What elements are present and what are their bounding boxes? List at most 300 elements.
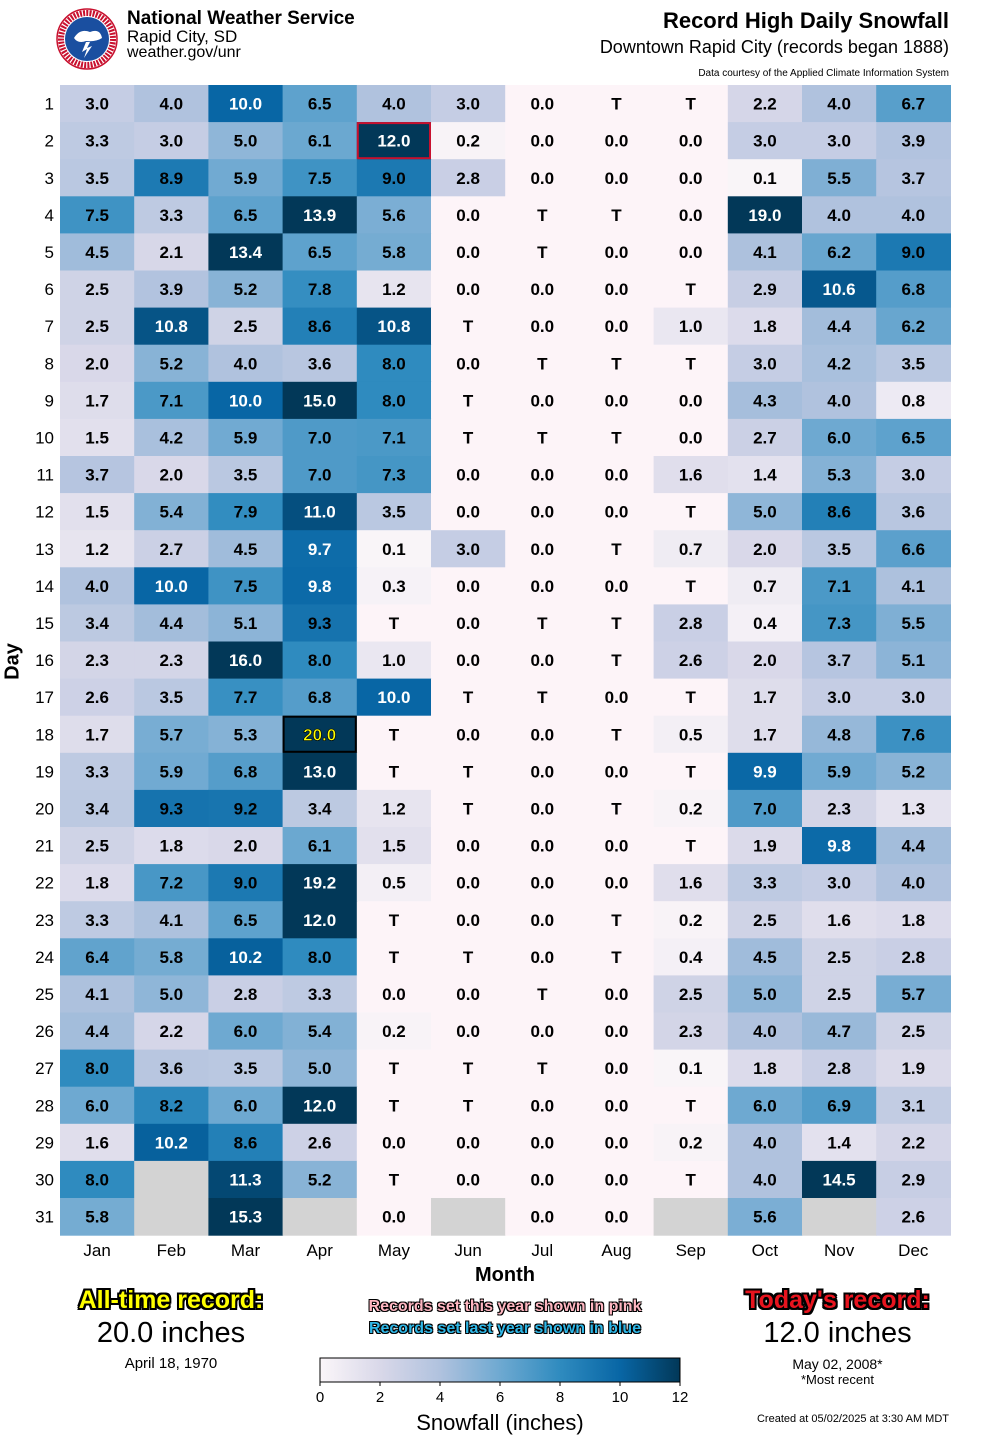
cell-value: 5.7 [901, 984, 926, 1004]
day-label: 30 [35, 1170, 54, 1190]
cell-value: 9.3 [159, 799, 184, 819]
cell-value: 13.9 [303, 205, 337, 225]
data-courtesy: Data courtesy of the Applied Climate Information System [698, 68, 949, 79]
cell-value: 0.0 [382, 1133, 406, 1153]
cell-value: 0.0 [530, 1096, 555, 1116]
cell-value: 9.8 [827, 836, 851, 856]
cell-value: 2.8 [901, 947, 926, 967]
heatmap-cell [431, 1198, 506, 1236]
cell-value: 5.3 [827, 465, 851, 485]
cell-value: 2.6 [901, 1207, 926, 1227]
cell-value: 0.0 [456, 613, 480, 633]
cell-value: T [685, 1096, 696, 1116]
cell-value: 13.4 [228, 242, 263, 262]
cell-value: 3.5 [901, 354, 926, 374]
cell-value: 5.7 [159, 725, 184, 745]
cell-value: 4.2 [159, 428, 184, 448]
cell-value: 0.3 [382, 576, 406, 596]
cell-value: 9.0 [901, 242, 926, 262]
cell-value: 7.1 [159, 391, 184, 411]
cell-value: 0.0 [604, 168, 629, 188]
colorbar-tick-label: 2 [375, 1389, 385, 1406]
cell-value: 3.6 [159, 1059, 184, 1079]
cell-value: 4.7 [827, 1022, 851, 1042]
cell-value: 2.5 [753, 910, 777, 930]
cell-value: 2.3 [827, 799, 851, 819]
cell-value: 7.1 [382, 428, 406, 448]
cell-value: 4.4 [159, 613, 184, 633]
cell-value: 3.3 [753, 873, 777, 893]
day-label: 27 [35, 1059, 54, 1079]
cell-value: T [611, 725, 622, 745]
cell-value: 10.8 [377, 317, 411, 337]
cell-value: 8.0 [382, 354, 406, 374]
cell-value: 7.1 [827, 576, 851, 596]
cell-value: 3.0 [753, 131, 777, 151]
cell-value: 3.7 [901, 168, 926, 188]
cell-value: T [537, 428, 548, 448]
cell-value: 1.0 [678, 317, 703, 337]
cell-value: 9.9 [753, 762, 777, 782]
cell-value: 1.7 [85, 725, 109, 745]
cell-value: 6.0 [85, 1096, 109, 1116]
cell-value: 1.4 [753, 465, 777, 485]
cell-value: 6.5 [307, 242, 332, 262]
cell-value: 1.2 [382, 799, 406, 819]
cell-value: 4.2 [827, 354, 851, 374]
colorbar-gradient [320, 1358, 680, 1382]
cell-value: 4.1 [85, 984, 109, 1004]
cell-value: 6.8 [307, 688, 332, 708]
month-label: May [377, 1241, 410, 1260]
cell-value: 0.0 [530, 502, 555, 522]
cell-value: 0.0 [530, 1207, 555, 1227]
cell-value: 0.0 [456, 205, 480, 225]
day-label: 13 [35, 539, 54, 559]
cell-value: 4.3 [753, 391, 777, 411]
cell-value: 6.8 [233, 762, 258, 782]
cell-value: 0.0 [456, 280, 480, 300]
cell-value: 0.0 [456, 836, 480, 856]
today-record-value: 12.0 inches [763, 1317, 912, 1349]
cell-value: 2.0 [233, 836, 258, 856]
cell-value: 3.6 [901, 502, 926, 522]
cell-value: 0.0 [604, 984, 629, 1004]
cell-value: 4.4 [85, 1022, 109, 1042]
heatmap-cell [134, 1161, 209, 1199]
cell-value: 0.0 [604, 1170, 629, 1190]
cell-value: 0.0 [530, 317, 555, 337]
month-label: Mar [230, 1241, 261, 1260]
day-label: 2 [44, 131, 54, 151]
day-label: 3 [44, 168, 54, 188]
day-label: 12 [35, 502, 54, 522]
cell-value: 12.0 [377, 131, 411, 151]
cell-value: 2.5 [85, 836, 109, 856]
cell-value: T [388, 1096, 400, 1116]
cell-value: 0.0 [530, 836, 555, 856]
cell-value: 1.3 [901, 799, 926, 819]
day-label: 7 [44, 317, 54, 337]
cell-value: T [685, 502, 696, 522]
cell-value: 0.0 [530, 391, 555, 411]
org-name: National Weather Service [127, 8, 355, 29]
pink-legend-note: Records set this year shown in pink [368, 1298, 642, 1315]
cell-value: 2.0 [753, 651, 777, 671]
cell-value: 4.0 [233, 354, 258, 374]
cell-value: 2.1 [159, 242, 184, 262]
cell-value: 2.5 [85, 280, 109, 300]
alltime-record-label: All-time record: [78, 1286, 264, 1314]
cell-value: T [388, 725, 400, 745]
cell-value: 0.8 [901, 391, 926, 411]
cell-value: T [685, 836, 696, 856]
cell-value: 2.0 [159, 465, 184, 485]
cell-value: 0.0 [604, 836, 629, 856]
colorbar-tick-label: 0 [315, 1389, 325, 1406]
cell-value: 0.0 [678, 168, 703, 188]
cell-value: 0.0 [604, 688, 629, 708]
alltime-record-value: 20.0 inches [96, 1317, 246, 1349]
cell-value: 3.0 [901, 688, 926, 708]
cell-value: 1.9 [753, 836, 777, 856]
cell-value: 9.8 [307, 576, 332, 596]
cell-value: 0.0 [530, 168, 555, 188]
cell-value: 19.2 [303, 873, 337, 893]
cell-value: 0.0 [678, 391, 703, 411]
cell-value: 3.9 [901, 131, 926, 151]
cell-value: 4.5 [233, 539, 258, 559]
cell-value: 1.6 [678, 873, 703, 893]
day-label: 11 [36, 465, 54, 485]
cell-value: 8.0 [307, 651, 332, 671]
cell-value: 2.7 [753, 428, 777, 448]
cell-value: 11.3 [229, 1170, 262, 1190]
cell-value: 14.5 [822, 1170, 856, 1190]
cell-value: 3.0 [901, 465, 926, 485]
cell-value: 4.0 [827, 205, 851, 225]
cell-value: T [611, 613, 622, 633]
cell-value: 10.2 [228, 947, 263, 967]
cell-value: 3.3 [159, 205, 184, 225]
cell-value: 8.6 [233, 1133, 258, 1153]
cell-value: 3.0 [753, 354, 777, 374]
cell-value: 1.6 [827, 910, 851, 930]
cell-value: 4.1 [753, 242, 777, 262]
cell-value: 3.3 [85, 910, 109, 930]
cell-value: 3.0 [159, 131, 184, 151]
cell-value: 0.0 [604, 1059, 629, 1079]
cell-value: 1.5 [382, 836, 406, 856]
cell-value: T [462, 391, 474, 411]
cell-value: 3.7 [827, 651, 851, 671]
y-axis-label: Day [1, 643, 24, 680]
day-label: 25 [35, 984, 54, 1004]
cell-value: 0.0 [604, 1022, 629, 1042]
cell-value: 4.0 [753, 1170, 777, 1190]
cell-value: 5.2 [159, 354, 184, 374]
cell-value: 7.3 [827, 613, 851, 633]
cell-value: 3.5 [827, 539, 851, 559]
cell-value: 0.0 [530, 539, 555, 559]
day-label: 19 [35, 762, 54, 782]
cell-value: T [388, 1059, 400, 1079]
cell-value: 4.4 [827, 317, 851, 337]
cell-value: 1.7 [753, 725, 777, 745]
cell-value: 5.0 [753, 984, 777, 1004]
cell-value: 6.8 [901, 280, 926, 300]
cell-value: 0.0 [604, 1096, 629, 1116]
cell-value: T [611, 651, 622, 671]
cell-value: 0.0 [456, 910, 480, 930]
cell-value: 4.0 [901, 873, 926, 893]
month-label: Feb [156, 1241, 186, 1260]
cell-value: 6.0 [753, 1096, 777, 1116]
cell-value: 0.0 [456, 576, 480, 596]
cell-value: 7.6 [901, 725, 926, 745]
cell-value: T [388, 762, 400, 782]
cell-value: 0.4 [753, 613, 777, 633]
cell-value: 0.0 [604, 873, 629, 893]
cell-value: 5.5 [827, 168, 851, 188]
cell-value: T [611, 94, 622, 114]
cell-value: 6.5 [307, 94, 332, 114]
day-label: 16 [35, 651, 54, 671]
cell-value: 10.0 [377, 688, 411, 708]
cell-value: 0.0 [604, 391, 629, 411]
cell-value: 5.2 [307, 1170, 332, 1190]
cell-value: 0.0 [530, 799, 555, 819]
cell-value: 0.1 [753, 168, 777, 188]
cell-value: 10.0 [154, 576, 188, 596]
cell-value: 9.0 [233, 873, 258, 893]
month-label: Dec [898, 1241, 929, 1260]
cell-value: T [685, 94, 696, 114]
cell-value: 3.0 [827, 688, 851, 708]
cell-value: 4.5 [85, 242, 109, 262]
cell-value: 0.0 [456, 242, 480, 262]
cell-value: 6.0 [233, 1022, 258, 1042]
cell-value: 2.7 [159, 539, 184, 559]
cell-value: 3.5 [233, 465, 258, 485]
created-timestamp: Created at 05/02/2025 at 3:30 AM MDT [756, 1413, 949, 1425]
cell-value: 15.3 [228, 1207, 263, 1227]
colorbar-tick-label: 8 [555, 1389, 565, 1406]
cell-value: 0.7 [678, 539, 703, 559]
cell-value: 5.1 [233, 613, 258, 633]
cell-value: 5.5 [901, 613, 926, 633]
cell-value: 4.0 [827, 391, 851, 411]
cell-value: T [388, 910, 400, 930]
day-label: 17 [35, 688, 54, 708]
cell-value: 4.0 [85, 576, 109, 596]
day-label: 5 [44, 242, 54, 262]
cell-value: 7.9 [233, 502, 258, 522]
cell-value: 0.0 [604, 242, 629, 262]
cell-value: 5.9 [827, 762, 851, 782]
cell-value: 0.0 [530, 131, 555, 151]
cell-value: 12.0 [303, 1096, 337, 1116]
day-label: 1 [44, 94, 54, 114]
cell-value: 3.4 [85, 613, 109, 633]
cell-value: 6.2 [827, 242, 851, 262]
cell-value: 4.0 [753, 1133, 777, 1153]
x-axis-label: Month [475, 1264, 535, 1286]
cell-value: 3.0 [827, 873, 851, 893]
cell-value: 2.8 [678, 613, 703, 633]
cell-value: T [462, 1059, 474, 1079]
cell-value: 3.5 [159, 688, 184, 708]
cell-value: T [462, 428, 474, 448]
day-label: 28 [35, 1096, 54, 1116]
cell-value: 5.1 [901, 651, 926, 671]
cell-value: 5.6 [753, 1207, 777, 1227]
cell-value: 6.0 [827, 428, 851, 448]
day-label: 31 [35, 1207, 54, 1227]
cell-value: 0.0 [604, 762, 629, 782]
cell-value: 7.8 [307, 280, 332, 300]
cell-value: 2.8 [827, 1059, 851, 1079]
cell-value: 2.6 [307, 1133, 332, 1153]
cell-value: 0.0 [456, 984, 480, 1004]
cell-value: 0.0 [530, 762, 555, 782]
month-label: Oct [751, 1241, 779, 1260]
cell-value: 7.0 [307, 465, 332, 485]
cell-value: T [388, 613, 400, 633]
cell-value: T [611, 539, 622, 559]
cell-value: 5.8 [85, 1207, 109, 1227]
cell-value: 1.8 [901, 910, 926, 930]
cell-value: 9.2 [233, 799, 258, 819]
cell-value: 3.4 [85, 799, 109, 819]
cell-value: 0.0 [456, 725, 480, 745]
today-record-note: *Most recent [801, 1372, 874, 1387]
cell-value: 5.4 [159, 502, 184, 522]
today-record-label: Today's record: [745, 1286, 930, 1314]
cell-value: 2.9 [901, 1170, 926, 1190]
cell-value: 3.3 [85, 131, 109, 151]
cell-value: 3.0 [456, 539, 480, 559]
day-label: 26 [35, 1022, 54, 1042]
day-label: 15 [35, 613, 54, 633]
month-label: Jul [531, 1241, 554, 1260]
cell-value: 4.5 [753, 947, 777, 967]
cell-value: 10.2 [154, 1133, 188, 1153]
cell-value: T [462, 317, 474, 337]
cell-value: 2.5 [678, 984, 703, 1004]
cell-value: 0.0 [530, 465, 555, 485]
cell-value: 0.0 [678, 205, 703, 225]
cell-value: 3.1 [901, 1096, 926, 1116]
heatmap-cell [802, 1198, 877, 1236]
cell-value: 4.0 [753, 1022, 777, 1042]
cell-value: 0.0 [456, 1170, 480, 1190]
cell-value: 1.2 [85, 539, 109, 559]
cell-value: 3.4 [307, 799, 332, 819]
alltime-record-date: April 18, 1970 [124, 1355, 218, 1372]
blue-legend-note: Records set last year shown in blue [368, 1320, 642, 1337]
cell-value: 5.8 [159, 947, 184, 967]
cell-value: 0.7 [753, 576, 777, 596]
cell-value: 3.5 [382, 502, 406, 522]
cell-value: 0.0 [678, 428, 703, 448]
heatmap-cell [283, 1198, 358, 1236]
cell-value: 1.8 [753, 1059, 777, 1079]
cell-value: 3.3 [85, 762, 109, 782]
cell-value: 0.0 [456, 1133, 480, 1153]
cell-value: 3.6 [307, 354, 332, 374]
cell-value: 0.0 [604, 1207, 629, 1227]
day-label: 23 [35, 910, 54, 930]
cell-value: 2.8 [456, 168, 480, 188]
cell-value: 2.2 [159, 1022, 184, 1042]
cell-value: 0.0 [604, 1133, 629, 1153]
chart-title: Record High Daily Snowfall [662, 8, 949, 33]
day-label: 6 [44, 280, 54, 300]
cell-value: 1.7 [85, 391, 109, 411]
cell-value: 5.9 [233, 428, 258, 448]
cell-value: T [685, 354, 696, 374]
org-url: weather.gov/unr [127, 44, 241, 61]
cell-value: 1.7 [753, 688, 777, 708]
cell-value: 0.2 [456, 131, 480, 151]
cell-value: 7.0 [307, 428, 332, 448]
day-label: 10 [35, 428, 54, 448]
day-label: 9 [44, 391, 54, 411]
month-label: Aug [601, 1241, 632, 1260]
cell-value: 0.0 [456, 502, 480, 522]
cell-value: 0.0 [530, 1170, 555, 1190]
cell-value: 2.5 [85, 317, 109, 337]
cell-value: 8.9 [159, 168, 184, 188]
cell-value: T [462, 688, 474, 708]
cell-value: 0.0 [456, 873, 480, 893]
cell-value: T [388, 947, 400, 967]
day-label: 14 [35, 576, 54, 596]
cell-value: 0.0 [604, 317, 629, 337]
cell-value: 7.5 [233, 576, 258, 596]
day-label: 22 [35, 873, 54, 893]
cell-value: 6.7 [901, 94, 926, 114]
cell-value: T [462, 762, 474, 782]
cell-value: 1.9 [901, 1059, 926, 1079]
cell-value: T [611, 910, 622, 930]
cell-value: 0.0 [530, 94, 555, 114]
day-label: 24 [35, 947, 54, 967]
cell-value: 0.2 [678, 799, 703, 819]
cell-value: 9.0 [382, 168, 406, 188]
cell-value: 5.9 [159, 762, 184, 782]
cell-value: 0.0 [382, 1207, 406, 1227]
heatmap-cell [654, 1198, 729, 1236]
cell-value: T [611, 428, 622, 448]
cell-value: 8.0 [307, 947, 332, 967]
colorbar [300, 1350, 700, 1410]
cell-value: 6.9 [827, 1096, 851, 1116]
cell-value: 5.0 [753, 502, 777, 522]
cell-value: 5.4 [307, 1022, 332, 1042]
cell-value: 6.0 [233, 1096, 258, 1116]
colorbar-tick-label: 4 [435, 1389, 445, 1406]
cell-value: 0.0 [456, 1022, 480, 1042]
today-record-date: May 02, 2008* [792, 1356, 883, 1372]
cell-value: 5.2 [901, 762, 926, 782]
cell-value: 5.3 [233, 725, 258, 745]
cell-value: 0.0 [530, 947, 555, 967]
cell-value: 4.1 [159, 910, 184, 930]
cell-value: 9.7 [307, 539, 332, 559]
cell-value: 8.6 [307, 317, 332, 337]
